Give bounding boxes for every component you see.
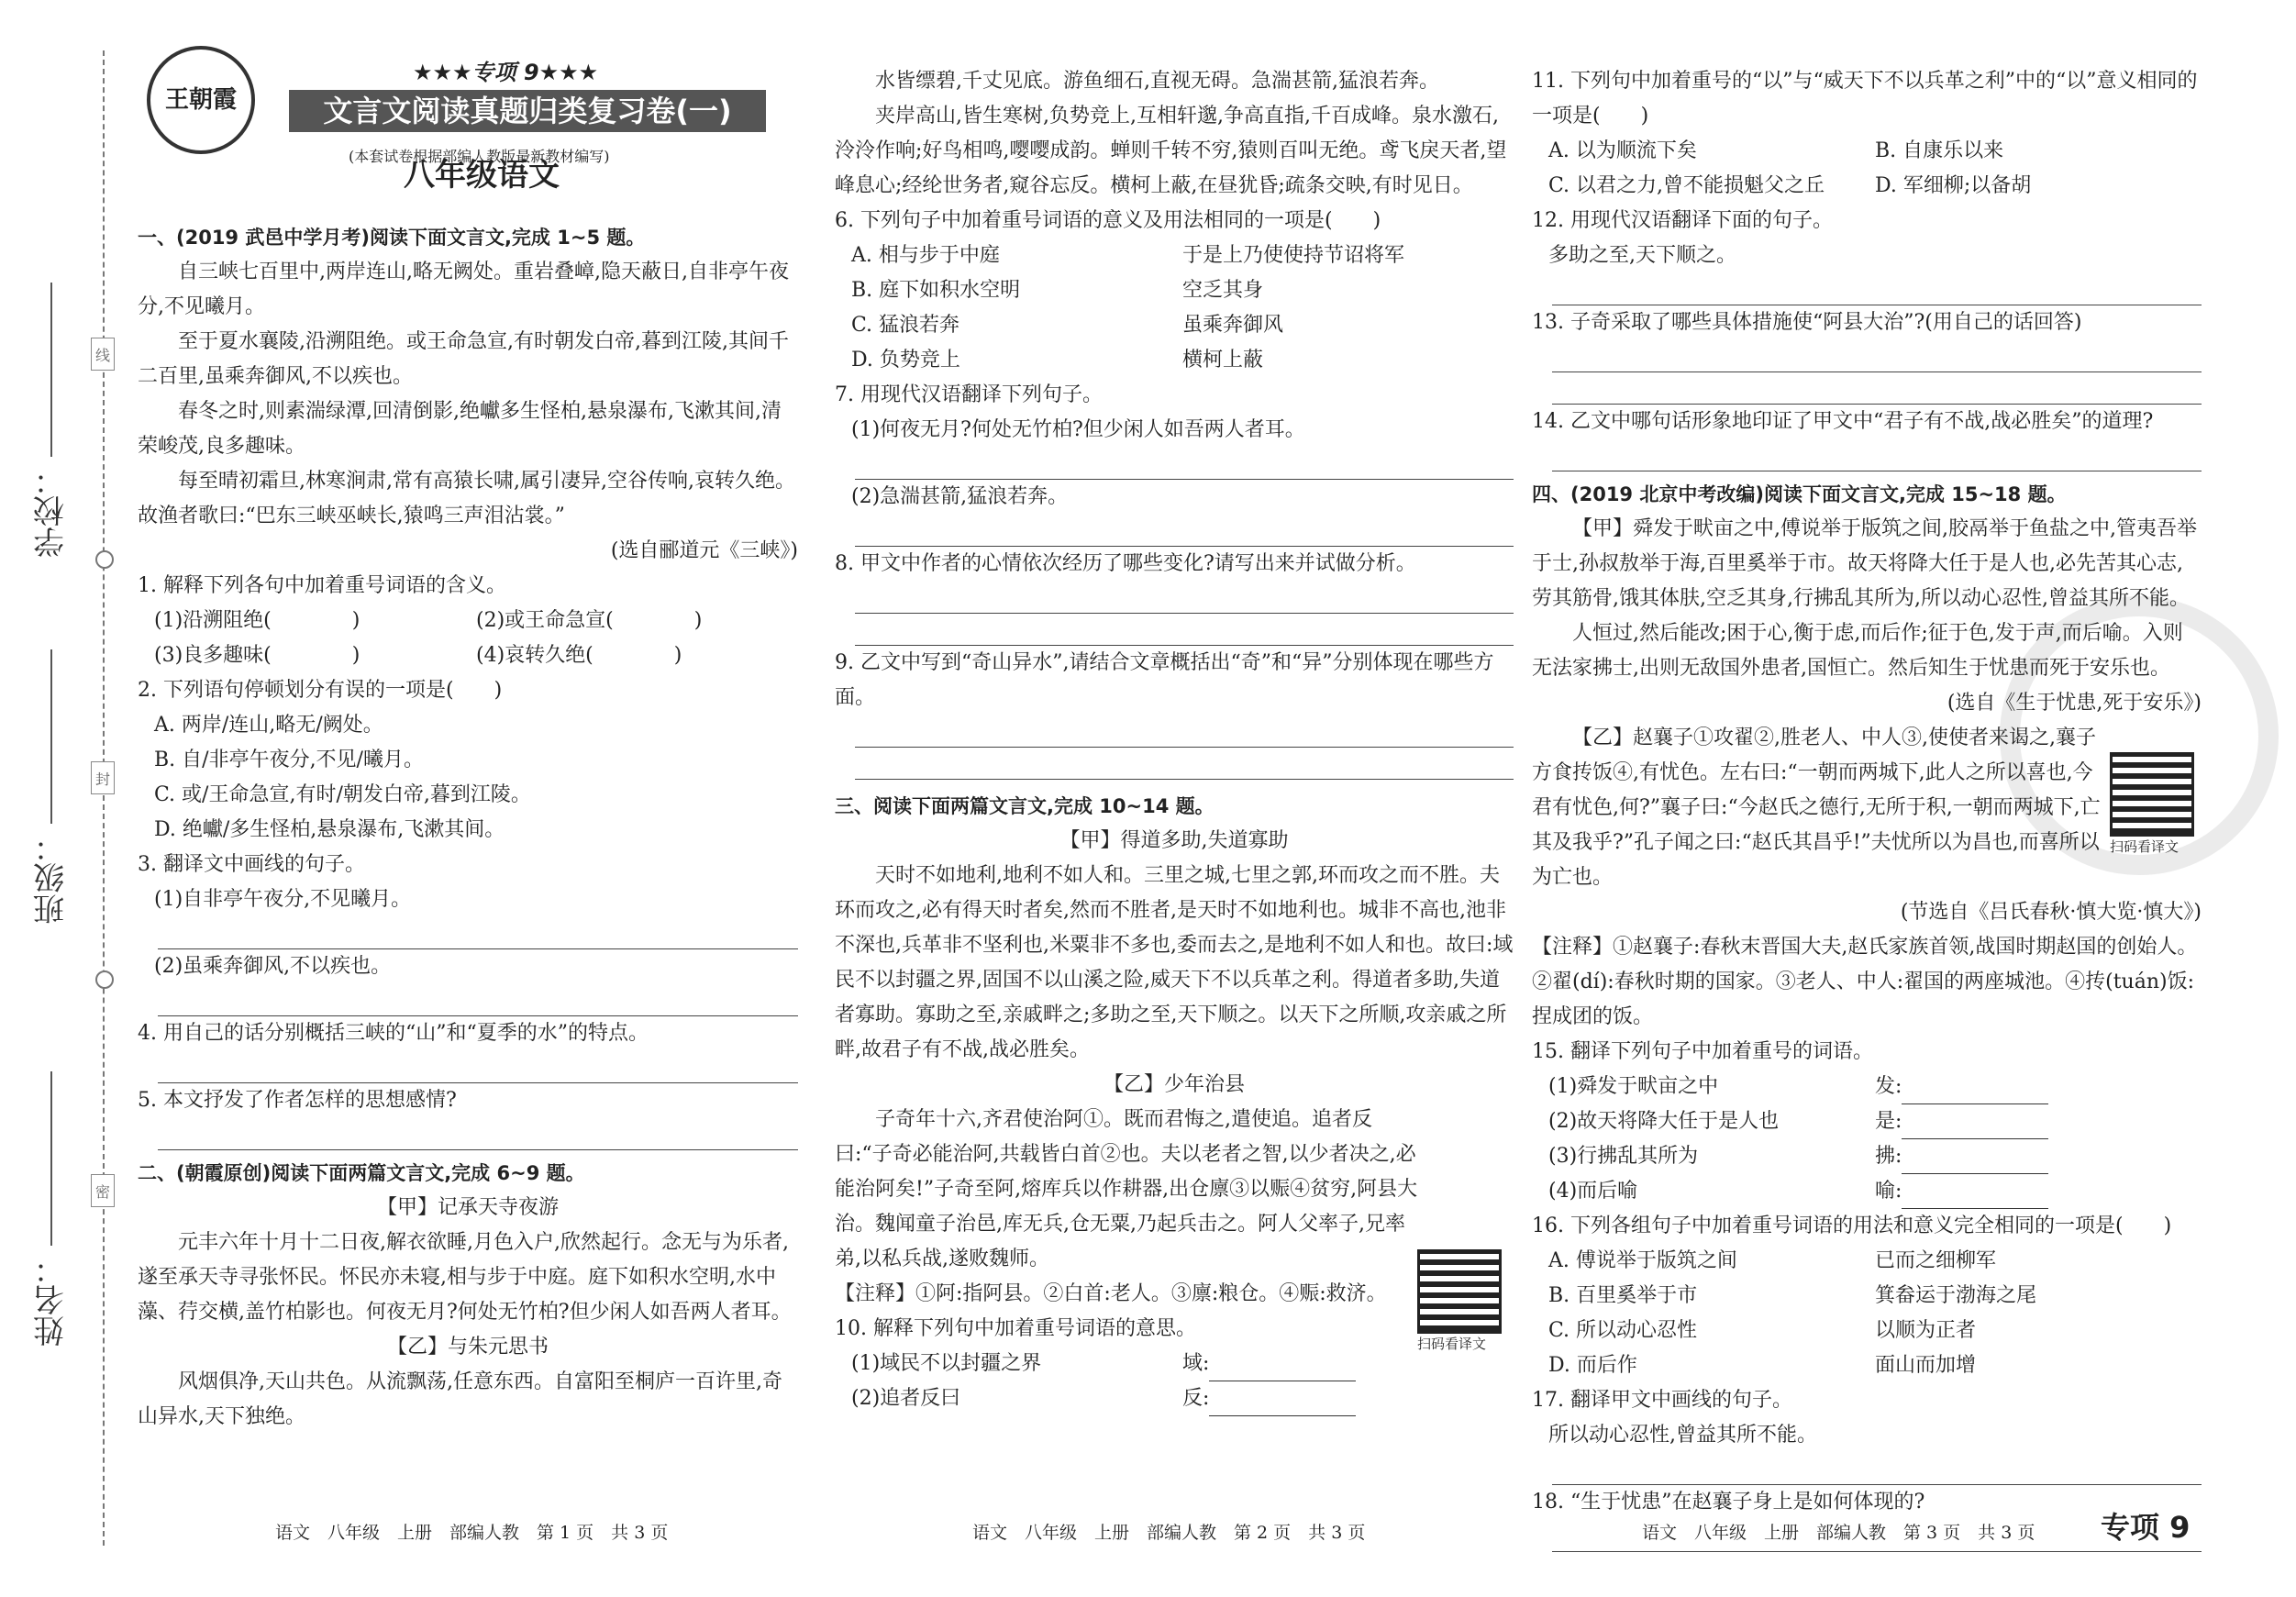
question-17: 17. 翻译甲文中画线的句子。 [1532, 1389, 1792, 1412]
passage-title: 【甲】得道多助,失道寡助 [1059, 829, 1289, 852]
answer-blank[interactable] [1902, 1115, 2048, 1139]
passage-paragraph: 【乙】赵襄子①攻翟②,胜老人、中人③,使使者来谒之,襄子方食抟饭④,有忧色。左右曰:“一朝而两城下,此人之所以喜也,今君有忧色,何?”襄子曰:“今赵氏之德行,无所于积,一朝而两城下,亡其及我乎?”孔子闻之曰:“赵氏其昌乎!”夫忧所以为昌也,而喜所以为亡也。 [1532, 726, 2101, 889]
passage-paragraph: 春冬之时,则素湍绿潭,回清倒影,绝巘多生怪柏,悬泉瀑布,飞漱其间,清荣峻茂,良多趣味。 [138, 400, 782, 458]
page-2 [835, 64, 1514, 1416]
option-pair: 空乏其身 [1182, 279, 1264, 302]
brand-logo: 王朝霞 [147, 46, 255, 154]
q15-item: (1)舜发于畎亩之中 [1548, 1075, 1719, 1098]
passage-title: 【甲】记承天寺夜游 [376, 1196, 559, 1219]
option[interactable]: D. 绝巘/多生怪柏,悬泉瀑布,飞漱其间。 [154, 818, 505, 841]
school-label: 学校： [33, 464, 71, 558]
q15-item: (3)行拂乱其所为 [1548, 1145, 1699, 1168]
question-13: 13. 子奇采取了哪些具体措施使“阿县大治”?(用自己的话回答) [1532, 311, 2082, 334]
corner-label: 专项 9 [2101, 1510, 2191, 1545]
option[interactable]: D. 军细柳;以备胡 [1875, 174, 2032, 197]
qr-label: 扫码看译文 [1417, 1336, 1487, 1352]
annotation: 【注释】①赵襄子:春秋末晋国大夫,赵氏家族首领,战国时期赵国的创始人。②翟(dí):春秋时期的国家。③老人、中人:翟国的两座城池。④抟(tuán)饭:捏成团的饭。 [1532, 936, 2198, 1028]
exam-title: 文言文阅读真题归类复习卷(一) [289, 90, 766, 132]
question-7: 7. 用现代汉语翻译下列句子。 [835, 383, 1103, 406]
class-label: 班级： [33, 831, 71, 925]
q1-item[interactable]: (3)良多趣味( ) [154, 644, 360, 667]
option[interactable]: A. 相与步于中庭 [851, 244, 1000, 267]
option[interactable]: B. 自/非亭午夜分,不见/曦月。 [154, 749, 424, 771]
answer-line[interactable] [158, 1051, 798, 1083]
option-pair: 横柯上蔽 [1182, 349, 1264, 372]
option[interactable]: C. 猛浪若奔 [851, 314, 960, 337]
q15-label: 拂: [1875, 1145, 1902, 1168]
annotation: 【注释】①阿:指阿县。②白首:老人。③廪:粮仓。④赈:救济。 [835, 1282, 1387, 1305]
answer-line[interactable] [1552, 439, 2202, 471]
exam-note: (本套试卷根据部编人教版最新教材编写) [349, 148, 610, 165]
passage-paragraph: 每至晴初霜旦,林寒涧肃,常有高猿长啸,属引凄异,空谷传响,哀转久绝。故渔者歌曰:“巴东三峡巫峡长,猿鸣三声泪沾裳。” [138, 470, 795, 527]
binding-strip [0, 0, 147, 1597]
q15-item: (4)而后喻 [1548, 1180, 1638, 1203]
q10-label: 域: [1182, 1352, 1210, 1375]
question-1: 1. 解释下列各句中加着重号词语的含义。 [138, 574, 506, 597]
passage-source: (选自郦道元《三峡》) [610, 539, 798, 562]
answer-line[interactable] [855, 582, 1514, 614]
special-label: ★★★专项 9★★★ [413, 60, 599, 85]
answer-line[interactable] [1552, 273, 2202, 305]
option[interactable]: D. 而后作 [1548, 1354, 1637, 1377]
q10-item: (1)域民不以封疆之界 [851, 1352, 1042, 1375]
q3-item: (2)虽乘奔御风,不以疾也。 [154, 955, 392, 978]
answer-blank[interactable] [1902, 1149, 2048, 1174]
q15-label: 是: [1875, 1110, 1902, 1133]
answer-blank[interactable] [1209, 1392, 1356, 1416]
q17-item: 所以动心忍性,曾益其所不能。 [1548, 1424, 1817, 1447]
passage-paragraph: 元丰六年十月十二日夜,解衣欲睡,月色入户,欣然起行。念无与为乐者,遂至承天寺寻张怀民。怀民亦未寝,相与步于中庭。庭下如积水空明,水中藻、荇交横,盖竹柏影也。何夜无月?何处无竹柏?但少闲人如吾两人者耳。 [138, 1231, 792, 1324]
binding-dashed-line [103, 50, 105, 1546]
answer-blank[interactable] [1902, 1080, 2048, 1104]
answer-line[interactable] [855, 748, 1514, 780]
q7-item: (1)何夜无月?何处无竹柏?但少闲人如吾两人者耳。 [851, 418, 1305, 441]
answer-line[interactable] [158, 1118, 798, 1150]
answer-line[interactable] [855, 614, 1514, 646]
question-5: 5. 本文抒发了作者怎样的思想感情? [138, 1089, 457, 1112]
question-6[interactable]: 6. 下列句子中加着重号词语的意义及用法相同的一项是( ) [835, 209, 1381, 232]
answer-line[interactable] [1552, 340, 2202, 372]
q10-item: (2)追者反曰 [851, 1387, 961, 1410]
option-pair: 虽乘奔御风 [1182, 314, 1284, 337]
passage-title: 【乙】与朱元思书 [386, 1336, 549, 1359]
q12-item: 多助之至,天下顺之。 [1548, 244, 1736, 267]
page-footer: 语文 八年级 上册 部编人教 第 1 页 共 3 页 [275, 1523, 669, 1543]
passage-paragraph: 风烟俱净,天山共色。从流飘荡,任意东西。自富阳至桐庐一百许里,奇山异水,天下独绝。 [138, 1370, 782, 1428]
section-3-heading: 三、阅读下面两篇文言文,完成 10~14 题。 [835, 795, 1215, 817]
question-11[interactable]: 11. 下列句中加着重号的“以”与“威天下不以兵革之利”中的“以”意义相同的一项是( ) [1532, 70, 2198, 128]
binding-hole-icon [95, 970, 114, 989]
class-field[interactable] [24, 642, 79, 925]
binding-mark-mi: 密 [91, 1174, 115, 1207]
name-field[interactable] [24, 1064, 79, 1347]
answer-line[interactable] [855, 448, 1514, 480]
option-pair: 面山而加增 [1875, 1354, 1977, 1377]
q15-item: (2)故天将降大任于是人也 [1548, 1110, 1780, 1133]
q1-item[interactable]: (1)沿溯阻绝( ) [154, 609, 360, 632]
question-2[interactable]: 2. 下列语句停顿划分有误的一项是( ) [138, 679, 503, 702]
passage-paragraph: 至于夏水襄陵,沿溯阻绝。或王命急宣,有时朝发白帝,暮到江陵,其间千二百里,虽乘奔御风,不以疾也。 [138, 330, 789, 388]
school-field[interactable] [24, 275, 79, 558]
q1-item[interactable]: (2)或王命急宣( ) [476, 609, 703, 632]
answer-blank[interactable] [1902, 1184, 2048, 1209]
q15-label: 喻: [1875, 1180, 1902, 1203]
question-3: 3. 翻译文中画线的句子。 [138, 853, 365, 876]
exam-header [138, 37, 798, 220]
passage-source: (节选自《吕氏春秋·慎大览·慎大》) [1900, 901, 2202, 924]
option[interactable]: A. 两岸/连山,略无/阙处。 [154, 714, 383, 737]
option[interactable]: B. 庭下如积水空明 [851, 279, 1021, 302]
option-pair: 以顺为正者 [1875, 1319, 1977, 1342]
passage-paragraph: 天时不如地利,地利不如人和。三里之城,七里之郭,环而攻之而不胜。夫环而攻之,必有得天时者矣,然而不胜者,是天时不如地利也。城非不高也,池非不深也,兵革非不坚利也,米粟非不多也,委而去之,是地利不如人和也。故曰:域民不以封疆之界,固国不以山溪之险,威天下不以兵革之利。得道者多助,失道者寡助。寡助之至,亲戚畔之;多助之至,天下顺之。以天下之所顺,攻亲戚之所畔,故君子有不战,战必胜矣。 [835, 864, 1514, 1061]
binding-hole-icon [95, 550, 114, 569]
page-1 [138, 37, 798, 1435]
q3-item: (1)自非亭午夜分,不见曦月。 [154, 888, 412, 911]
exam-grade: 八年级语文 [404, 157, 560, 194]
section-4-heading: 四、(2019 北京中考改编)阅读下面文言文,完成 15~18 题。 [1532, 483, 2067, 505]
answer-line[interactable] [1552, 372, 2202, 405]
answer-line[interactable] [855, 715, 1514, 748]
question-10: 10. 解释下列句中加着重号词语的意思。 [835, 1317, 1196, 1340]
section-2-heading: 二、(朝霞原创)阅读下面两篇文言文,完成 6~9 题。 [138, 1162, 585, 1184]
answer-line[interactable] [1552, 1453, 2202, 1485]
q10-label: 反: [1182, 1387, 1210, 1410]
passage-paragraph: 自三峡七百里中,两岸连山,略无阙处。重岩叠嶂,隐天蔽日,自非亭午夜分,不见曦月。 [138, 261, 789, 318]
passage-source: (选自《生于忧患,死于安乐》) [1947, 692, 2202, 715]
question-12: 12. 用现代汉语翻译下面的句子。 [1532, 209, 1833, 232]
option[interactable]: C. 或/王命急宣,有时/朝发白帝,暮到江陵。 [154, 783, 531, 806]
passage-paragraph: 子奇年十六,齐君使治阿①。既而君悔之,遣使追。追者反曰:“子奇必能治阿,共载皆白首②也。夫以老者之智,以少者决之,必能治阿矣!”子奇至阿,熔库兵以作耕器,出仓廪③以赈④贫穷,阿县大治。魏闻童子治邑,库无兵,仓无粟,乃起兵击之。阿人父率子,兄率弟,以私兵战,遂败魏师。 [835, 1108, 1418, 1270]
option[interactable]: C. 以君之力,曾不能损魁父之丘 [1548, 174, 1825, 197]
answer-line[interactable] [158, 917, 798, 949]
question-4: 4. 用自己的话分别概括三峡的“山”和“夏季的水”的特点。 [138, 1022, 649, 1045]
question-15: 15. 翻译下列句子中加着重号的词语。 [1532, 1040, 1873, 1063]
option-pair: 已而之细柳军 [1875, 1249, 1997, 1272]
option-pair: 箕畚运于渤海之尾 [1875, 1284, 2037, 1307]
section-1-heading: 一、(2019 武邑中学月考)阅读下面文言文,完成 1~5 题。 [138, 227, 646, 249]
question-14: 14. 乙文中哪句话形象地印证了甲文中“君子有不战,战必胜矣”的道理? [1532, 410, 2154, 433]
option[interactable]: C. 所以动心忍性 [1548, 1319, 1698, 1342]
question-16[interactable]: 16. 下列各组句子中加着重号词语的用法和意义完全相同的一项是( ) [1532, 1214, 2172, 1237]
binding-mark-xian: 线 [91, 338, 115, 371]
qr-code-icon[interactable] [1417, 1249, 1502, 1334]
option[interactable]: A. 以为顺流下矣 [1548, 139, 1697, 162]
answer-blank[interactable] [1209, 1357, 1356, 1381]
question-8: 8. 甲文中作者的心情依次经历了哪些变化?请写出来并试做分析。 [835, 552, 1416, 575]
page-footer: 语文 八年级 上册 部编人教 第 2 页 共 3 页 [972, 1523, 1366, 1543]
passage-title: 【乙】少年治县 [1103, 1073, 1245, 1096]
option-pair: 于是上乃使使持节诏将军 [1182, 244, 1405, 267]
qr-code-icon[interactable] [2110, 752, 2194, 837]
passage-paragraph: 【甲】舜发于畎亩之中,傅说举于版筑之间,胶鬲举于鱼盐之中,管夷吾举于士,孙叔敖举于海,百里奚举于市。故天将降大任于是人也,必先苦其心志,劳其筋骨,饿其体肤,空乏其身,行拂乱其所为,所以动心忍性,曾益其所不能。 [1532, 517, 2197, 610]
option[interactable]: D. 负势竞上 [851, 349, 960, 372]
option[interactable]: A. 傅说举于版筑之间 [1548, 1249, 1737, 1272]
binding-mark-feng: 封 [91, 761, 115, 794]
passage-paragraph: 夹岸高山,皆生寒树,负势竞上,互相轩邈,争高直指,千百成峰。泉水激石,泠泠作响;好鸟相鸣,嘤嘤成韵。蝉则千转不穷,猿则百叫无绝。鸢飞戾天者,望峰息心;经纶世务者,窥谷忘反。横柯上蔽,在昼犹昏;疏条交映,有时见日。 [835, 105, 1507, 197]
answer-line[interactable] [158, 984, 798, 1016]
name-label: 姓名： [33, 1253, 71, 1347]
option[interactable]: B. 自康乐以来 [1875, 139, 2004, 162]
question-18: 18. “生于忧患”在赵襄子身上是如何体现的? [1532, 1491, 1925, 1514]
q7-item: (2)急湍甚箭,猛浪若奔。 [851, 485, 1069, 508]
question-9: 9. 乙文中写到“奇山异水”,请结合文章概括出“奇”和“异”分别体现在哪些方面。 [835, 651, 1494, 709]
passage-paragraph: 水皆缥碧,千丈见底。游鱼细石,直视无碍。急湍甚箭,猛浪若奔。 [875, 70, 1439, 93]
q15-label: 发: [1875, 1075, 1902, 1098]
qr-label: 扫码看译文 [2110, 838, 2180, 855]
answer-line[interactable] [855, 515, 1514, 547]
page-footer: 语文 八年级 上册 部编人教 第 3 页 共 3 页 [1642, 1523, 2035, 1543]
q1-item[interactable]: (4)哀转久绝( ) [476, 644, 682, 667]
option[interactable]: B. 百里奚举于市 [1548, 1284, 1698, 1307]
passage-paragraph: 人恒过,然后能改;困于心,衡于虑,而后作;征于色,发于声,而后喻。入则无法家拂士,出则无敌国外患者,国恒亡。然后知生于忧患而死于安乐也。 [1532, 622, 2183, 680]
page-3 [1532, 64, 2202, 1552]
